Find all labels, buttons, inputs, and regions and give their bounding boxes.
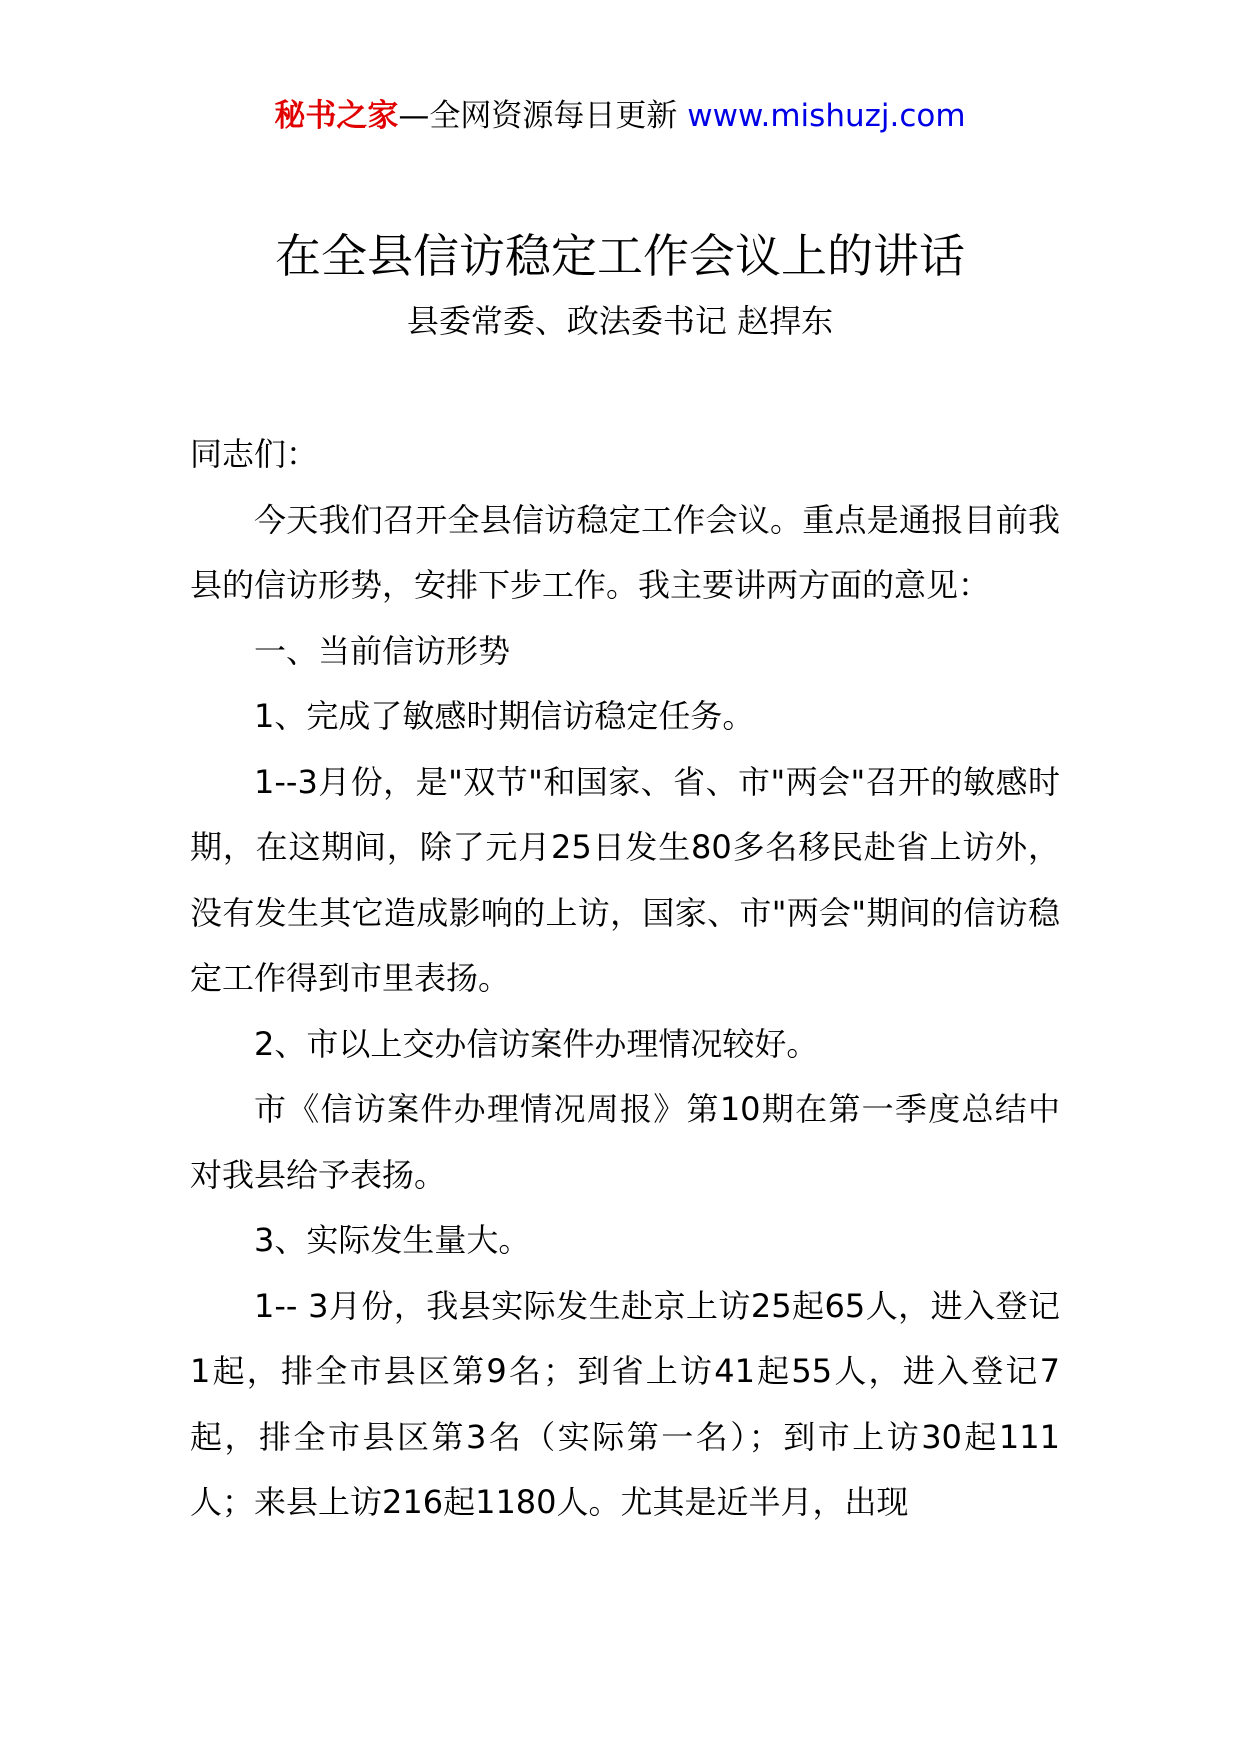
body-paragraph: 今天我们召开全县信访稳定工作会议。重点是通报目前我县的信访形势，安排下步工作。我主要讲两方面的意见：: [190, 500, 1060, 604]
site-url-link[interactable]: www.mishuzj.com: [687, 98, 966, 134]
subsection-heading: 1、完成了敏感时期信访稳定任务。: [254, 697, 755, 735]
document-subtitle: 县委常委、政法委书记 赵捍东: [406, 302, 834, 340]
body-paragraph: 1-- 3月份，我县实际发生赴京上访25起65人，进入登记1起，排全市县区第9名；到省上访41起55人，进入登记7起，排全市县区第3名（实际第一名）；到市上访30起111人；来县上访216起1180人。尤其是近半月，出现: [190, 1286, 1060, 1521]
section-heading: 一、当前信访形势: [254, 631, 511, 670]
body-paragraph: 市《信访案件办理情况周报》第10期在第一季度总结中对我县给予表扬。: [190, 1090, 1060, 1194]
subsection-heading: 3、实际发生量大。: [254, 1221, 531, 1259]
subsection-heading: 2、市以上交办信访案件办理情况较好。: [254, 1024, 819, 1063]
brand-name: 秘书之家: [274, 98, 399, 134]
document-body: [190, 422, 1060, 1536]
site-banner: [0, 96, 1240, 136]
body-paragraph: 1--3月份，是"双节"和国家、省、市"两会"召开的敏感时期，在这期间，除了元月25日发生80多名移民赴省上访外，没有发生其它造成影响的上访，国家、市"两会"期间的信访稳定工作得到市里表扬。: [190, 762, 1060, 997]
document-title: 在全县信访稳定工作会议上的讲话: [275, 229, 965, 283]
salutation: 同志们：: [190, 435, 319, 473]
banner-tagline: —全网资源每日更新: [398, 98, 678, 134]
